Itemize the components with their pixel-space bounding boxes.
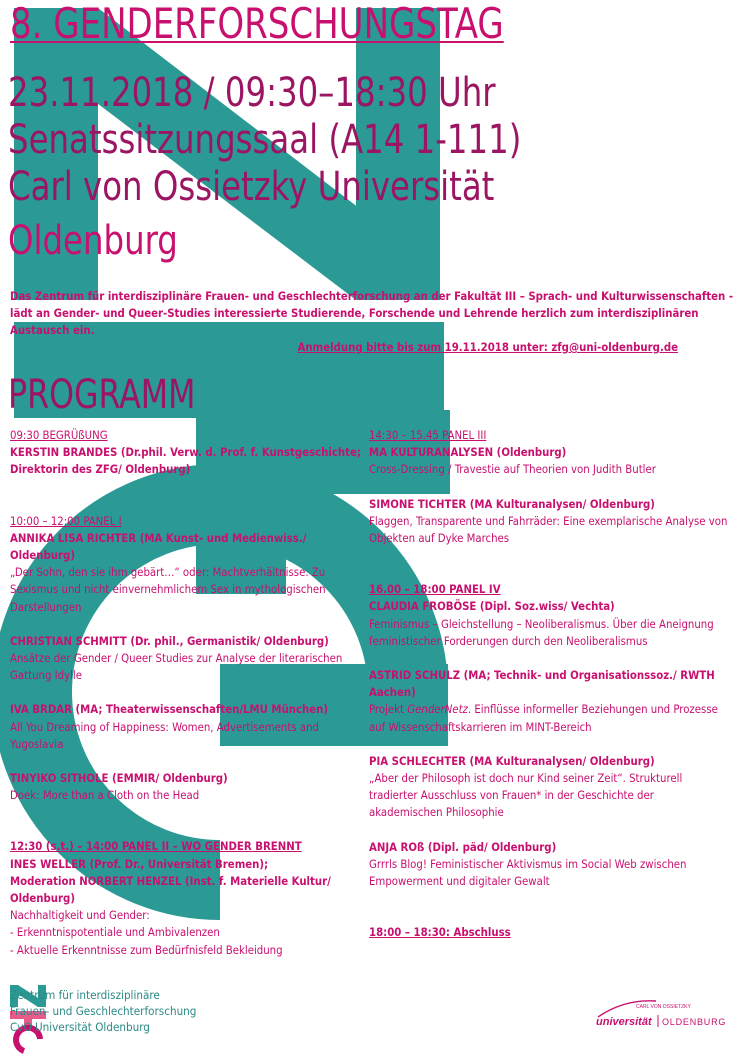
talk-project-name: GenderNetz	[407, 703, 468, 717]
footer-line: Zentrum für interdisziplinäre	[10, 988, 160, 1002]
event-date-time: 23.11.2018 / 09:30–18:30 Uhr	[8, 70, 496, 116]
talk-title: Feminismus – Gleichstellung – Neoliberalismus. Über die Aneignung	[369, 617, 714, 631]
footer-line: Frauen- und Geschlechterforschung	[10, 1004, 197, 1018]
talk-title: All You Dreaming of Happiness: Women, Advertisements and	[10, 720, 319, 734]
footer-line: CvO Universität Oldenburg	[10, 1020, 150, 1034]
speaker: KERSTIN BRANDES (Dr.phil. Verw. d. Prof. f. Kunstgeschichte;	[10, 446, 361, 460]
talk-title: Grrrls Blog! Feministischer Aktivismus im Social Web zwischen	[369, 857, 687, 871]
speaker: IVA BRDAR (MA; Theaterwissenschaften/LMU München)	[10, 703, 329, 717]
talk-title: Flaggen, Transparente und Fahrräder: Eine exemplarische Analyse von	[369, 514, 728, 528]
program-entry	[369, 667, 747, 736]
program-entry	[369, 924, 747, 941]
programm-heading: PROGRAMM	[8, 372, 196, 418]
talk-title: - Erkenntnispotentiale und Ambivalenzen	[10, 926, 220, 940]
speaker: TINYIKO SITHOLE (EMMIR/ Oldenburg)	[10, 772, 228, 786]
registration-link[interactable]: Anmeldung bitte bis zum 19.11.2018 unter: zfg@uni-oldenburg.de	[297, 341, 678, 354]
talk-title: feministischer Forderungen durch den Neoliberalismus	[369, 634, 648, 648]
program-entry	[10, 770, 362, 804]
closing-session: 18:00 – 18:30: Abschluss	[369, 926, 511, 940]
talk-title: Sexismus und nicht einvernehmlichem Sex in mythologischen	[10, 583, 326, 597]
logo-university-word: universität	[596, 1016, 652, 1028]
talk-title	[369, 701, 747, 718]
session-time: 09:30 BEGRÜßUNG	[10, 429, 108, 442]
speaker: ANNIKA LISA RICHTER (MA Kunst- und Medienwiss./ Oldenburg)	[10, 531, 307, 563]
university-logo	[594, 995, 734, 1035]
session-time: 12:30 (s.t.) – 14:00 PANEL II – WO GENDER BRENNT	[10, 840, 302, 854]
program-entry	[369, 839, 747, 891]
program-entry	[10, 838, 362, 958]
program-entry	[369, 581, 747, 650]
speaker: ANJA ROß (Dipl. päd/ Oldenburg)	[369, 840, 557, 854]
program-entry	[369, 427, 747, 479]
program-entry	[10, 427, 362, 479]
talk-title: Cross-Dressing / Travestie auf Theorien von Judith Butler	[369, 463, 656, 477]
logo-small-text: CARL VON OSSIETZKY	[636, 1004, 691, 1010]
talk-title: Darstellungen	[10, 600, 82, 614]
session-time: 16.00 – 18:00 PANEL IV	[369, 583, 501, 597]
session-time: 10:00 – 12:00 PANEL I	[10, 514, 122, 528]
talk-title: akademischen Philosophie	[369, 806, 504, 820]
event-city: Oldenburg	[8, 218, 178, 264]
talk-rest: . Einflüsse informeller Beziehungen und Prozesse	[467, 703, 718, 717]
talk-title: Ansätze der Gender / Queer Studies zur Analyse der literarischen	[10, 652, 343, 666]
program-entry	[10, 633, 362, 685]
talk-prefix: Projekt	[369, 703, 408, 717]
speaker: MA KULTURANALYSEN (Oldenburg)	[369, 446, 567, 460]
program-right-column	[369, 427, 747, 958]
program-entry	[10, 701, 362, 753]
program-entry	[369, 496, 747, 548]
speaker: CLAUDIA FROBÖSE (Dipl. Soz.wiss/ Vechta)	[369, 600, 615, 614]
talk-title: „Aber der Philosoph ist doch nur Kind seiner Zeit“. Strukturell	[369, 772, 683, 786]
program-entry	[10, 513, 362, 616]
session-time: 14:30 – 15.45 PANEL III	[369, 429, 487, 442]
speaker: Direktorin des ZFG/ Oldenburg)	[10, 463, 191, 477]
speaker: Moderation NORBERT HENZEL (Inst. f. Materielle Kultur/	[10, 874, 331, 888]
speaker: INES WELLER (Prof. Dr., Universität Bremen);	[10, 857, 269, 871]
talk-title: - Aktuelle Erkenntnisse zum Bedürfnisfeld Bekleidung	[10, 943, 283, 957]
program-entry	[369, 753, 747, 822]
event-title: 8. GENDERFORSCHUNGSTAG	[10, 0, 504, 48]
intro-text	[10, 288, 740, 356]
talk-title: Objekten auf Dyke Marches	[369, 532, 510, 546]
talk-title: „Der Sohn, den sie ihm gebärt…“ oder: Machtverhältnisse. Zu	[10, 566, 326, 580]
talk-title: Yugoslavia	[10, 737, 64, 751]
talk-title: auf Wissenschaftskarrieren im MINT-Bereich	[369, 720, 592, 734]
event-university: Carl von Ossietzky Universität	[8, 164, 495, 210]
program-left-column	[10, 427, 362, 976]
speaker: CHRISTIAN SCHMITT (Dr. phil., Germanistik/ Oldenburg)	[10, 634, 329, 648]
speaker: Aachen)	[369, 686, 416, 700]
talk-title: Nachhaltigkeit und Gender:	[10, 909, 150, 923]
speaker: ASTRID SCHULZ (MA; Technik- und Organisationssoz./ RWTH	[369, 669, 715, 683]
speaker: SIMONE TICHTER (MA Kulturanalysen/ Oldenburg)	[369, 497, 655, 511]
intro-paragraph: Das Zentrum für interdisziplinäre Frauen- und Geschlechterforschung an der Fakultät III – Sprach- und Kulturwissenschaften - lädt an Gender- und Queer-Studies interessierte Studierende, Forschende und Lehrende herzlich zum interdisziplinären Austausch ein.	[10, 290, 734, 337]
talk-title: Gattung Idylle	[10, 669, 83, 683]
speaker: Oldenburg)	[10, 892, 75, 906]
speaker: PIA SCHLECHTER (MA Kulturanalysen/ Oldenburg)	[369, 754, 655, 768]
talk-title: Doek: More than a Cloth on the Head	[10, 789, 200, 803]
footer-institute	[10, 987, 196, 1035]
talk-title: tradierter Ausschluss von Frauen* in der Geschichte der	[369, 789, 654, 803]
talk-title: Empowerment und digitaler Gewalt	[369, 875, 550, 889]
logo-city-word: OLDENBURG	[662, 1017, 727, 1027]
event-room: Senatssitzungssaal (A14 1-111)	[8, 117, 522, 163]
